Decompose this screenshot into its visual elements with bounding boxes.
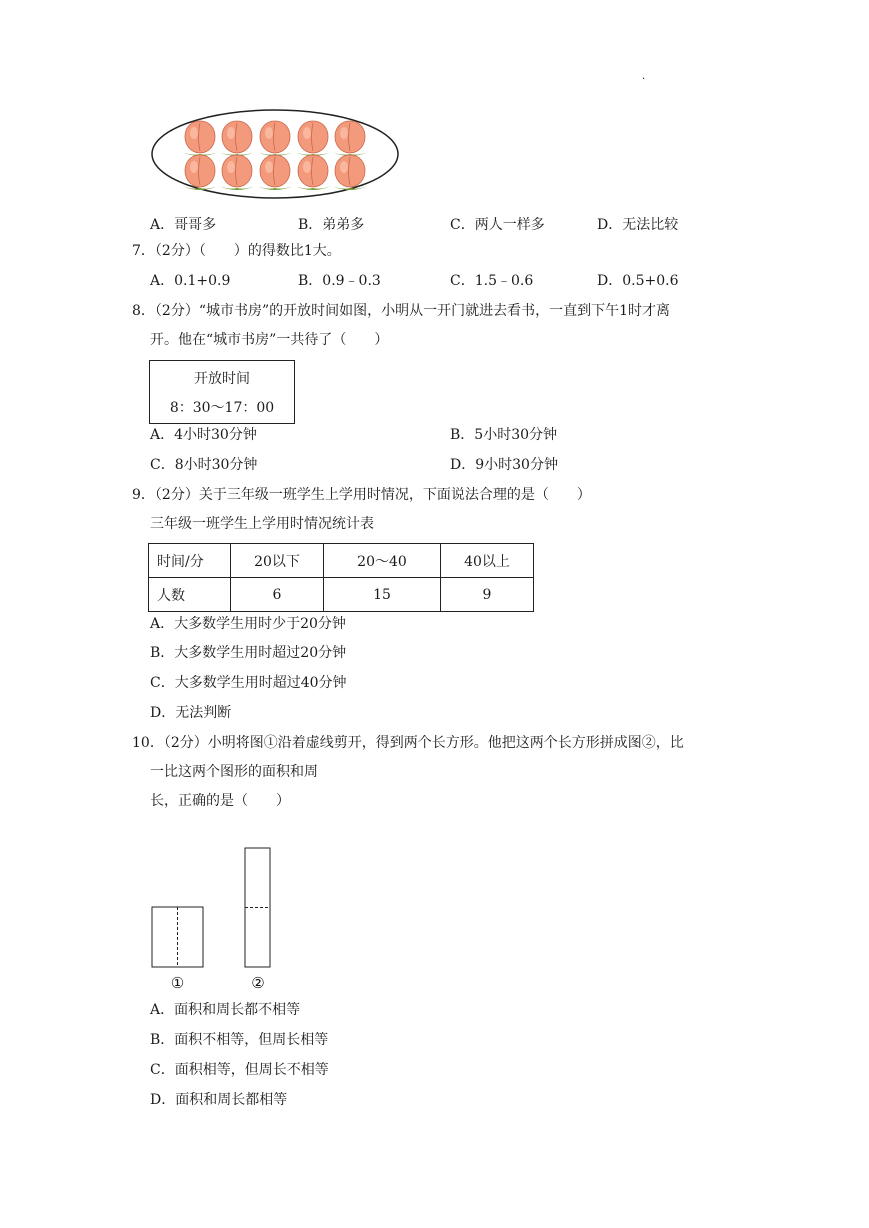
q6-option-b[interactable]: B．弟弟多 [298, 217, 365, 233]
table-cell: 时间/分 [149, 544, 231, 578]
q9-table-title: 三年级一班学生上学用时情况统计表 [150, 516, 374, 532]
q7-stem: 7．（2分）（ ）的得数比1大。 [132, 243, 341, 259]
q8-stem-line2: 开。他在“城市书房”一共待了（ ） [150, 332, 389, 348]
q10-option-c[interactable]: C．面积相等，但周长不相等 [150, 1062, 329, 1078]
q9-stem: 9．（2分）关于三年级一班学生上学用时情况，下面说法合理的是（ ） [132, 487, 591, 503]
q10-stem-line1: 10．（2分）小明将图①沿着虚线剪开，得到两个长方形。他把这两个长方形拼成图②，比 [132, 735, 684, 751]
q10-option-a[interactable]: A．面积和周长都不相等 [150, 1002, 301, 1018]
table-cell: 6 [231, 578, 324, 612]
q9-option-d[interactable]: D．无法判断 [150, 705, 232, 721]
opening-hours-title: 开放时间 [194, 371, 250, 387]
q7-option-a[interactable]: A．0.1+0.9 [150, 273, 231, 289]
q10-option-d[interactable]: D．面积和周长都相等 [150, 1092, 288, 1108]
opening-hours-box [149, 360, 295, 424]
usage-statistics-table [148, 543, 534, 612]
q6-option-a[interactable]: A．哥哥多 [150, 217, 217, 233]
q9-option-c[interactable]: C．大多数学生用时超过40分钟 [150, 675, 347, 691]
q10-stem-line3: 长，正确的是（ ） [150, 793, 290, 809]
rectangle-figures [148, 845, 278, 993]
figure-1-label: ① [170, 974, 185, 992]
q7-option-d[interactable]: D．0.5+0.6 [597, 273, 679, 289]
q10-stem-line2: 一比这两个图形的面积和周 [150, 764, 318, 780]
table-header-row [149, 544, 534, 578]
table-cell: 9 [441, 578, 534, 612]
opening-hours-time: 8：30～17：00 [169, 400, 275, 416]
q8-option-c[interactable]: C．8小时30分钟 [150, 457, 258, 473]
q9-option-a[interactable]: A．大多数学生用时少于20分钟 [150, 616, 346, 632]
table-cell: 40以上 [441, 544, 534, 578]
table-cell: 15 [324, 578, 441, 612]
q8-stem-line1: 8．（2分）“城市书房”的开放时间如图，小明从一开门就进去看书，一直到下午1时才离 [132, 303, 671, 319]
peach-illustration [150, 108, 400, 200]
header-mark: · [642, 74, 646, 85]
q8-option-d[interactable]: D．9小时30分钟 [450, 457, 558, 473]
figure-2-label: ② [251, 974, 265, 992]
table-row [149, 578, 534, 612]
table-cell: 20～40 [324, 544, 441, 578]
q10-option-b[interactable]: B．面积不相等，但周长相等 [150, 1032, 329, 1048]
q6-option-c[interactable]: C．两人一样多 [450, 217, 545, 233]
q8-option-b[interactable]: B．5小时30分钟 [450, 427, 558, 443]
q7-option-c[interactable]: C．1.5﹣0.6 [450, 273, 534, 289]
table-cell: 人数 [149, 578, 231, 612]
q6-option-d[interactable]: D．无法比较 [597, 217, 679, 233]
q8-option-a[interactable]: A．4小时30分钟 [150, 427, 257, 443]
table-cell: 20以下 [231, 544, 324, 578]
q7-option-b[interactable]: B．0.9﹣0.3 [298, 273, 381, 289]
q9-option-b[interactable]: B．大多数学生用时超过20分钟 [150, 645, 347, 661]
